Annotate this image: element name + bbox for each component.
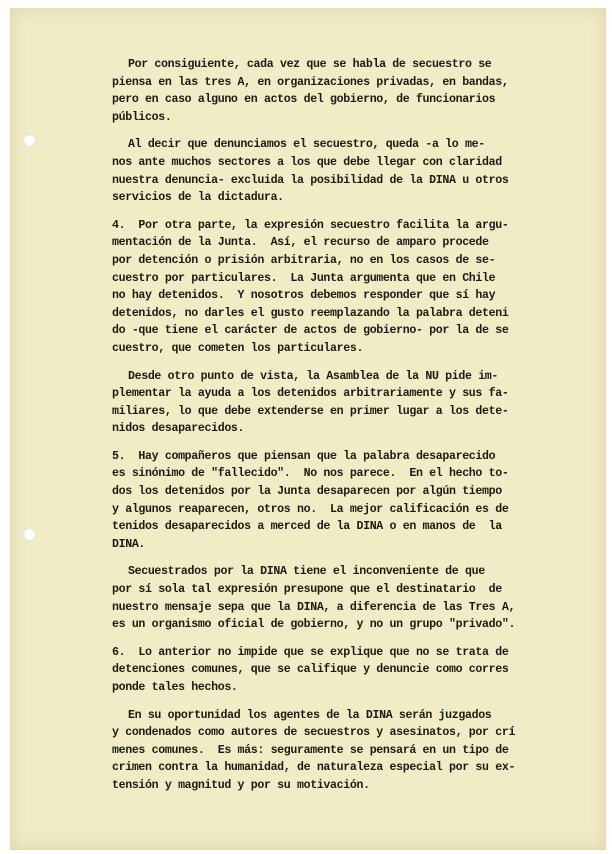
paragraph bbox=[112, 56, 552, 74]
text-line: detenidos, no darles el gusto reemplazando la palabra deteni bbox=[112, 306, 509, 320]
text-line: menes comunes. Es más: seguramente se pensará en un tipo de bbox=[112, 743, 509, 757]
text-line: miliares, lo que debe extenderse en primer lugar a los dete- bbox=[112, 404, 509, 418]
text-line: Desde otro punto de vista, la Asamblea de la NU pide im- bbox=[128, 369, 499, 383]
text-line: es sinónimo de "fallecido". No nos parece. En el hecho to- bbox=[112, 467, 509, 481]
text-line: 5. Hay compañeros que piensan que la palabra desaparecido bbox=[112, 449, 496, 463]
text-line: cuestro, que cometen los particulares. bbox=[112, 341, 364, 355]
text-line: crimen contra la humanidad, de naturaleza especial por su ex- bbox=[112, 761, 516, 775]
punch-hole bbox=[23, 134, 36, 147]
text-line: tensión y magnitud y por su motivación. bbox=[112, 778, 370, 792]
paragraph-numbered bbox=[112, 644, 552, 697]
text-line: piensa en las tres A, en organizaciones privadas, en bandas, bbox=[112, 75, 509, 89]
paragraph-continuation bbox=[112, 74, 552, 127]
paragraph-continuation bbox=[112, 581, 552, 634]
text-line: nos ante muchos sectores a los que debe llegar con claridad bbox=[112, 155, 502, 169]
paragraph-continuation bbox=[112, 154, 552, 207]
paragraph-continuation bbox=[112, 385, 552, 438]
text-line: cuestro por particulares. La Junta argumenta que en Chile bbox=[112, 271, 496, 285]
text-line: por detención o prisión arbitraria, no en los casos de se- bbox=[112, 253, 496, 267]
text-line: Por consiguiente, cada vez que se habla de secuestro se bbox=[128, 58, 492, 71]
text-line: públicos. bbox=[112, 110, 172, 124]
paragraph bbox=[112, 136, 552, 154]
text-line: pero en caso alguno en actos del gobierno, de funcionarios bbox=[112, 93, 496, 107]
text-line: es un organismo oficial de gobierno, y no un grupo "privado". bbox=[112, 618, 516, 632]
text-line: mentación de la Junta. Así, el recurso de amparo procede bbox=[112, 236, 489, 250]
text-line: 6. Lo anterior no impide que se explique que no se trata de bbox=[112, 645, 509, 659]
paragraph bbox=[112, 368, 552, 386]
text-line: por sí sola tal expresión presupone que el destinatario de bbox=[112, 583, 502, 597]
paragraph-numbered bbox=[112, 448, 552, 554]
text-line: Secuestrados por la DINA tiene el inconveniente de que bbox=[128, 565, 485, 579]
punch-hole bbox=[23, 528, 36, 541]
text-line: 4. Por otra parte, la expresión secuestro facilita la argu- bbox=[112, 218, 509, 232]
text-line: detenciones comunes, que se califique y denuncie como corres bbox=[112, 663, 509, 677]
text-line: ponde tales hechos. bbox=[112, 681, 238, 694]
text-line: dos los detenidos por la Junta desaparecen por algún tiempo bbox=[112, 485, 502, 499]
text-line: DINA. bbox=[112, 537, 146, 551]
text-line: plementar la ayuda a los detenidos arbitrariamente y sus fa- bbox=[112, 387, 509, 401]
text-line: En su oportunidad los agentes de la DINA serán juzgados bbox=[128, 708, 492, 722]
text-line: tenidos desaparecidos a merced de la DINA o en manos de la bbox=[112, 520, 502, 534]
text-line: nuestro mensaje sepa que la DINA, a diferencia de las Tres A, bbox=[112, 600, 516, 614]
text-line: nidos desaparecidos. bbox=[112, 422, 245, 436]
paragraph bbox=[112, 563, 552, 581]
document-body bbox=[112, 56, 552, 795]
paragraph bbox=[112, 707, 552, 725]
text-line: no hay detenidos. Y nosotros debemos responder que sí hay bbox=[112, 289, 496, 303]
paragraph-numbered bbox=[112, 217, 552, 358]
text-line: do -que tiene el carácter de actos de gobierno- por la de se bbox=[112, 324, 509, 338]
text-line: y algunos reaparecen, otros no. La mejor calificación es de bbox=[112, 502, 509, 516]
text-line: servicios de la dictadura. bbox=[112, 191, 284, 205]
text-line: Al decir que denunciamos el secuestro, queda -a lo me- bbox=[128, 138, 485, 152]
text-line: y condenados como autores de secuestros y asesinatos, por crí bbox=[112, 726, 516, 740]
text-line: nuestra denuncia- excluida la posibilidad de la DINA u otros bbox=[112, 173, 509, 187]
paragraph-continuation bbox=[112, 724, 552, 794]
